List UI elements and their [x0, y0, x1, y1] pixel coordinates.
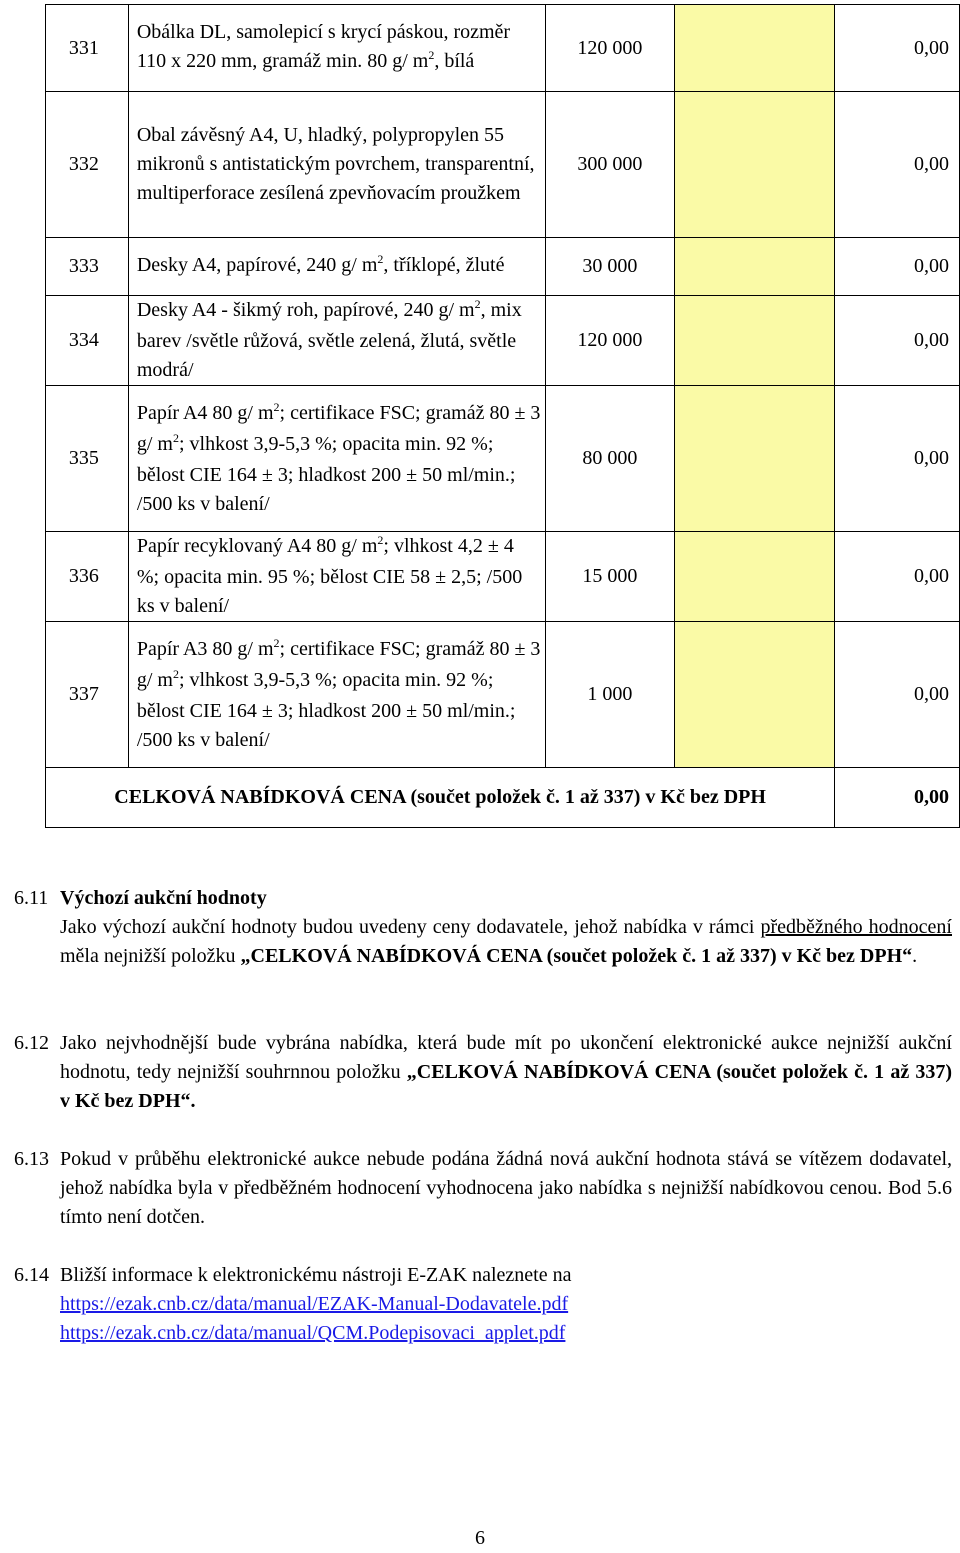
item-description: Papír recyklovaný A4 80 g/ $m^2$; vlhkost 4,2 ± 4 %; opacita min. 95 %; bělost CIE 58 ± 2,5; /500 ks v balení/ — [128, 532, 545, 622]
section-text: Pokud v průběhu elektronické aukce nebude podána žádná nová aukční hodnota stává se vítězem dodavatel, jehož nabídka byla v předběžném hodnocení vyhodnocena jako nabídka s nejnižší nabídkovou cenou. Bod 5.6 tímto není dotčen. — [60, 1148, 952, 1228]
section-6-11 — [14, 884, 952, 971]
item-quantity: 80 000 — [546, 386, 675, 532]
page-number: 6 — [475, 1527, 485, 1549]
item-number: 334 — [46, 296, 129, 386]
item-quantity: 30 000 — [546, 238, 675, 296]
manual-link[interactable]: https://ezak.cnb.cz/data/manual/EZAK-Manual-Dodavatele.pdf — [60, 1293, 569, 1315]
unit-price-input-cell[interactable] — [674, 532, 835, 622]
item-total: 0,00 — [835, 532, 960, 622]
table-row — [46, 622, 960, 768]
section-text: Jako nejvhodnější bude vybrána nabídka, která bude mít po ukončení elektronické aukce nejnižší aukční hodnotu, tedy nejnižší souhrnnou položku „CELKOVÁ NABÍDKOVÁ CENA (součet položek č. 1 až 337) v Kč bez DPH“. — [60, 1032, 952, 1112]
section-title: Výchozí aukční hodnoty — [60, 887, 267, 909]
price-table-body — [46, 5, 960, 828]
unit-price-input-cell[interactable] — [674, 386, 835, 532]
section-6-13 — [14, 1145, 952, 1232]
item-number: 337 — [46, 622, 129, 768]
item-quantity: 120 000 — [546, 5, 675, 92]
item-description: Papír A4 80 g/ $m^2$; certifikace FSC; gramáž 80 ± 3 g/ $m^2$; vlhkost 3,9-5,3 %; opacita min. 92 %; bělost CIE 164 ± 3; hladkost 200 ± 50 ml/min.; /500 ks v balení/ — [128, 386, 545, 532]
unit-price-input-cell[interactable] — [674, 238, 835, 296]
section-text: Jako výchozí aukční hodnoty budou uvedeny ceny dodavatele, jehož nabídka v rámci předběžného hodnocení měla nejnižší položku „CELKOVÁ NABÍDKOVÁ CENA (součet položek č. 1 až 337) v Kč bez DPH“. — [60, 916, 952, 967]
total-row — [46, 768, 960, 828]
item-total: 0,00 — [835, 296, 960, 386]
unit-price-input-cell[interactable] — [674, 296, 835, 386]
item-description: Obálka DL, samolepicí s krycí páskou, rozměr 110 x 220 mm, gramáž min. 80 g/ $m^2$, bílá — [128, 5, 545, 92]
table-row — [46, 532, 960, 622]
section-number: 6.14 — [14, 1264, 49, 1286]
total-value: 0,00 — [835, 768, 960, 828]
section-6-12 — [14, 1029, 952, 1116]
item-quantity: 15 000 — [546, 532, 675, 622]
price-table — [45, 4, 960, 828]
unit-price-input-cell[interactable] — [674, 622, 835, 768]
item-total: 0,00 — [835, 622, 960, 768]
section-number: 6.13 — [14, 1148, 49, 1170]
table-row — [46, 386, 960, 532]
item-number: 335 — [46, 386, 129, 532]
item-quantity: 120 000 — [546, 296, 675, 386]
section-6-14 — [14, 1261, 952, 1348]
unit-price-input-cell[interactable] — [674, 5, 835, 92]
section-text: Bližší informace k elektronickému nástroji E-ZAK naleznete na — [60, 1264, 572, 1286]
item-quantity: 300 000 — [546, 92, 675, 238]
item-quantity: 1 000 — [546, 622, 675, 768]
item-description: Papír A3 80 g/ $m^2$; certifikace FSC; gramáž 80 ± 3 g/ $m^2$; vlhkost 3,9-5,3 %; opacita min. 92 %; bělost CIE 164 ± 3; hladkost 200 ± 50 ml/min.; /500 ks v balení/ — [128, 622, 545, 768]
section-number: 6.12 — [14, 1032, 49, 1054]
item-description: Obal závěsný A4, U, hladký, polypropylen 55 mikronů s antistatickým povrchem, transparentní, multiperforace zesílená zpevňovacím proužkem — [128, 92, 545, 238]
item-number: 333 — [46, 238, 129, 296]
item-total: 0,00 — [835, 92, 960, 238]
item-number: 336 — [46, 532, 129, 622]
section-number: 6.11 — [14, 887, 49, 909]
table-row — [46, 5, 960, 92]
item-number: 332 — [46, 92, 129, 238]
item-total: 0,00 — [835, 238, 960, 296]
item-description: Desky A4 - šikmý roh, papírové, 240 g/ $m^2$, mix barev /světle růžová, světle zelená, žlutá, světle modrá/ — [128, 296, 545, 386]
table-row — [46, 92, 960, 238]
item-description: Desky A4, papírové, 240 g/ $m^2$, tříklopé, žluté — [128, 238, 545, 296]
item-number: 331 — [46, 5, 129, 92]
table-row — [46, 296, 960, 386]
total-label: CELKOVÁ NABÍDKOVÁ CENA (součet položek č. 1 až 337) v Kč bez DPH — [46, 768, 835, 828]
unit-price-input-cell[interactable] — [674, 92, 835, 238]
applet-link[interactable]: https://ezak.cnb.cz/data/manual/QCM.Podepisovaci_applet.pdf — [60, 1322, 566, 1344]
item-total: 0,00 — [835, 5, 960, 92]
table-row — [46, 238, 960, 296]
item-total: 0,00 — [835, 386, 960, 532]
